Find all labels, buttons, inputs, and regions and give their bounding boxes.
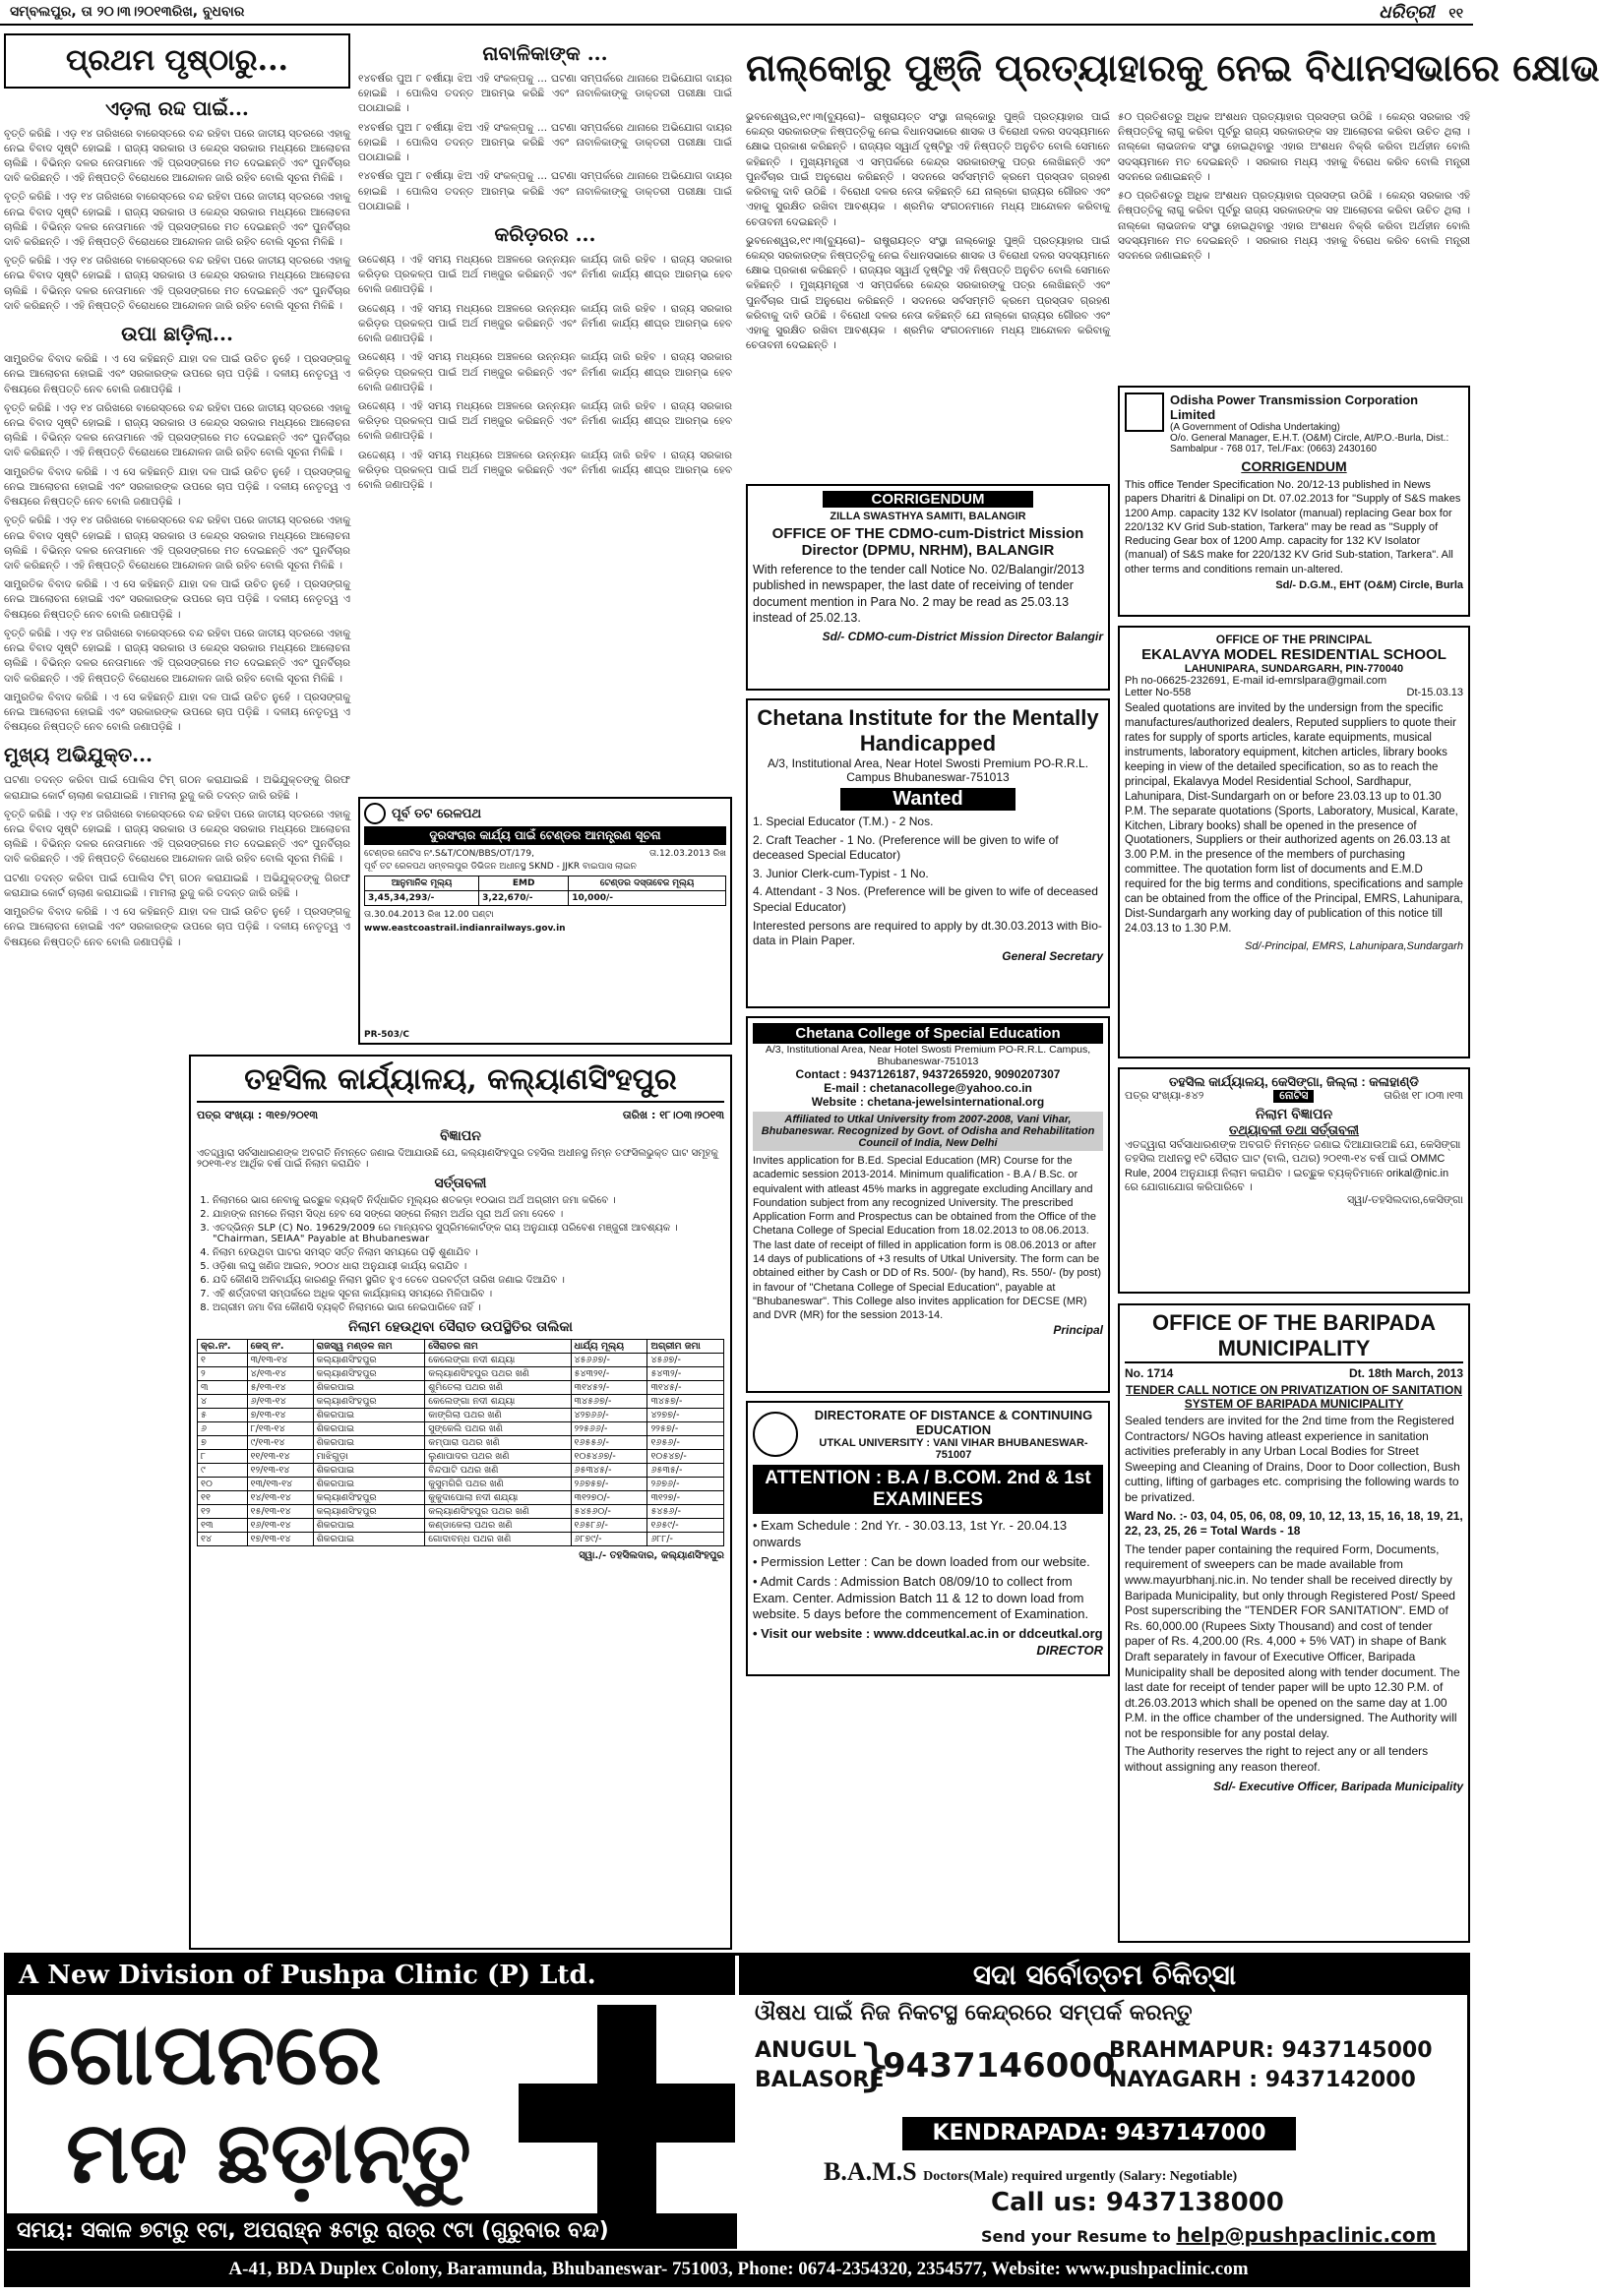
- table-cell: କୁକୁଦାପୋଲା ନଦୀ ଶଯ୍ୟା: [425, 1491, 571, 1505]
- table-row: [198, 1519, 724, 1533]
- table-cell: ୧୪/୧୩-୧୪: [247, 1491, 313, 1505]
- condition-item: 7. ଏହି ଶର୍ତ୍ତାବଳୀ ସମ୍ପର୍କରେ ଅଧିକ ସୂଚନା କାର୍ଯ୍ୟାଳୟ ସମୟରେ ମିଳିପାରିବ ।: [213, 1289, 724, 1299]
- table-row: [198, 1491, 724, 1505]
- tender-opening: ତା.30.04.2013 ରିଖ 12.00 ଘଣ୍ଟା: [364, 910, 494, 920]
- ad-body: With reference to the tender call Notice No. 02/Balangir/2013 published in newspaper, the last date of receiving of tender document mention in Para No. 2 may be read as 25.03.13 instead of 25.02.13.: [753, 563, 1084, 625]
- city-label: BALASORE: [755, 2068, 885, 2092]
- table-cell: ୧୬୫୯/-: [647, 1519, 724, 1533]
- tender-title: ଦୁରସଂଚାର କାର୍ଯ୍ୟ ପାଇଁ ଟେଣ୍ଡର ଆମନ୍ତ୍ରଣ ସୂଚନା: [364, 826, 726, 845]
- story-subhead: ମୁଖ୍ୟ ଅଭିଯୁକ୍ତ...: [4, 743, 153, 767]
- table-cell: ୧୨/୧୩-୧୪: [247, 1464, 313, 1478]
- story-text: ୧୪ବର୍ଷର ପୁଅ ୮ ବର୍ଷୀୟା ଝିଅ ଏହି ସଂକଳ୍ପକୁ ... ଘଟଣା ସମ୍ପର୍କରେ ଥାନାରେ ଅଭିଯୋଗ ଦାୟର ହୋଇଛି । ପୋଲିସ ତଦନ୍ତ ଆରମ୍ଭ କରିଛି ଏବଂ ନାବାଳିକାଙ୍କୁ ଡାକ୍ତରୀ ପରୀକ୍ଷା ପାଇଁ ପଠାଯାଇଛି ।: [358, 170, 732, 212]
- table-row: [198, 1533, 724, 1546]
- table-cell: ଲୁଣାପାଦର ପଥର ଖଣି: [425, 1450, 571, 1464]
- table-row: [198, 1381, 724, 1395]
- resume-email[interactable]: help@pushpaclinic.com: [1176, 2223, 1437, 2247]
- notice-date: Dt. 18th March, 2013: [1348, 1366, 1463, 1380]
- table-cell: ୧୪: [198, 1533, 248, 1546]
- table-cell: ୧୬୫୫୬/-: [571, 1436, 647, 1450]
- table-cell: ୪୨୭୭/-: [647, 1409, 724, 1422]
- ad-sub: ନିଲାମ ବିଜ୍ଞାପନ: [1255, 1106, 1333, 1121]
- story-text: ଭୁବନେଶ୍ୱର,୧୯।୩(ବ୍ୟୁରୋ)– ରାଷ୍ଟ୍ରାୟତ୍ତ ସଂସ୍ଥା ନାଲ୍‌କୋରୁ ପୁଞ୍ଜି ପ୍ରତ୍ୟାହାର ପାଇଁ କେନ୍ଦ୍ର ସରକାରଙ୍କ ନିଷ୍ପତ୍ତିକୁ ନେଇ ବିଧାନସଭାରେ ଶାସକ ଓ ବିରୋଧୀ ଦଳର ସଦସ୍ୟମାନେ କ୍ଷୋଭ ପ୍ରକାଶ କରିଛନ୍ତି । ରାଜ୍ୟର ସ୍ୱାର୍ଥ ଦୃଷ୍ଟିରୁ ଏହି ନିଷ୍ପତ୍ତି ଅନୁଚିତ ବୋଲି ସେମାନେ କହିଛନ୍ତି । ମୁଖ୍ୟମନ୍ତ୍ରୀ ଏ ସମ୍ପର୍କରେ କେନ୍ଦ୍ର ସରକାରଙ୍କୁ ପତ୍ର ଲେଖିଛନ୍ତି ଏବଂ ପୁନର୍ବିଚାର ପାଇଁ ଅନୁରୋଧ କରିଛନ୍ତି । ସଦନରେ ସର୍ବସମ୍ମତି କ୍ରମେ ପ୍ରସ୍ତାବ ଗ୍ରହଣ କରିବାକୁ ଦାବି ଉଠିଛି । ବିରୋଧୀ ଦଳର ନେତା କହିଛନ୍ତି ଯେ ନାଲ୍‌କୋ ରାଜ୍ୟର ଗୌରବ ଏବଂ ଏହାକୁ ସୁରକ୍ଷିତ ରଖିବା ଆବଶ୍ୟକ । ଶ୍ରମିକ ସଂଗଠନମାନେ ମଧ୍ୟ ଆନ୍ଦୋଳନ କରିବାକୁ ଚେତାବନୀ ଦେଇଛନ୍ତି ।: [746, 111, 1110, 228]
- ad-body: The Authority reserves the right to reject any or all tenders without assigning any reason thereof.: [1125, 1744, 1429, 1775]
- ad-headline-line2: ମଦ ଛଡ଼ାନ୍ତୁ: [66, 2103, 471, 2203]
- ad-body: Sealed tenders are invited for the 2nd time from the Registered Contractors/ NGOs having atleast experience in sanitation activities preferably in any Urban Local Bodies for Street Sweeping and Cleaning of Drains, Door to Door collection, Bush cutting, lifting of garbages etc. comprising the following wards to be privatized.: [1125, 1414, 1460, 1504]
- main-phone[interactable]: 9437146000: [883, 2046, 1116, 2085]
- main-headline: ନାଲ୍‌କୋରୁ ପୁଞ୍ଜି ପ୍ରତ୍ୟାହାରକୁ ନେଇ ବିଧାନସଭାରେ କ୍ଷୋଭ: [746, 45, 1600, 90]
- story-text: ବୃତ୍ତି କରିଛି । ଏଡ଼ ୧୪ ତାରିଖରେ ବାରେସ୍ତରେ ବନ୍ଦ ରହିବା ପରେ ଜାତୀୟ ସ୍ତରରେ ଏହାକୁ ନେଇ ବିବାଦ ସୃଷ୍ଟି ହୋଇଛି । ରାଜ୍ୟ ସରକାର ଓ କେନ୍ଦ୍ର ସରକାର ମଧ୍ୟରେ ଆଲୋଚନା ଚାଲିଛି । ବିଭିନ୍ନ ଦଳର ନେତାମାନେ ଏହି ପ୍ରସଙ୍ଗରେ ମତ ଦେଇଛନ୍ତି ଏବଂ ପୁନର୍ବିଚାର ଦାବି କରିଛନ୍ତି । ଏହି ନିଷ୍ପତ୍ତି ବିରୋଧରେ ଆନ୍ଦୋଳନ ଜାରି ରହିବ ବୋଲି ସୂଚନା ମିଳିଛି ।: [4, 627, 350, 685]
- table-cell: ୧୫/୧୩-୧୪: [247, 1505, 313, 1519]
- branch-phone[interactable]: BRAHMAPUR: 9437145000: [1109, 2038, 1433, 2063]
- ad-body: ଏତଦ୍ଦ୍ୱାରା ସର୍ବସାଧାରଣଙ୍କ ଅବଗତି ନିମନ୍ତେ ଜଣାଇ ଦିଆଯାଉଅଛି ଯେ, କେସିଙ୍ଗା ତହସିଲ ଅଧୀନସ୍ଥ ୧ଟି ସୈରାତ ଘାଟ (ବାଲି, ପଥର) ୨୦୧୩-୧୪ ବର୍ଷ ପାଇଁ OMMC Rule, 2004 ଅନୁଯାୟୀ ନିଲାମ କରାଯିବ । ଇଚ୍ଛୁକ ବ୍ୟକ୍ତିମାନେ orikal@nic.in ରେ ଯୋଗାଯୋଗ କରିପାରିବେ ।: [1125, 1139, 1461, 1193]
- pushpa-clinic-ad: [4, 1953, 1470, 2287]
- medical-cross-icon: [519, 2005, 735, 2221]
- balangir-corrigendum-ad: [746, 484, 1110, 691]
- notice-date: ତାରିଖ : ୧୮।୦୩।୨୦୧୩: [622, 1109, 724, 1121]
- col-header: ଅଗ୍ରୀମ ଜମା: [647, 1340, 724, 1354]
- table-cell: ୮: [198, 1450, 248, 1464]
- bams-label: [824, 2157, 1237, 2187]
- table-cell: କଲ୍ୟାଣସିଂହପୁର ପଥର ଖଣି: [425, 1367, 571, 1381]
- lot-table-title: ନିଲାମ ହେଉଥିବା ସୈରାତ ଉପସ୍ଥିତିର ତାଲିକା: [348, 1319, 573, 1335]
- table-cell: ୩୪୫୭/-: [647, 1395, 724, 1409]
- condition-item: 3. ଏତଦ୍ଭିନ୍ନ SLP (C) No. 19629/2009 ରେ ମାନ୍ୟବର ସୁପ୍ରିମକୋର୍ଟଙ୍କ ରାୟ ଅନୁଯାୟୀ ପରିବେଶ ମଞ୍ଜୁରୀ ଆବଶ୍ୟକ । "Chairman, SEIAA" Payable at Bhubaneswar: [213, 1223, 724, 1244]
- ad-title: Chetana College of Special Education: [753, 1023, 1103, 1044]
- info-item: • Permission Letter : Can be down loaded from our website.: [753, 1553, 1090, 1569]
- ad-signature: Sd/-Principal, EMRS, Lahunipara,Sundargarh: [1245, 940, 1463, 952]
- clinic-footer: A-41, BDA Duplex Colony, Baramunda, Bhubaneswar- 751003, Phone: 0674-2354320, 2354577, Website: www.pushpaclinic.com: [7, 2251, 1470, 2287]
- table-cell: ୨: [198, 1367, 248, 1381]
- table-cell: କେଲେଙ୍ଗା ନଦୀ ଶଯ୍ୟା: [425, 1354, 571, 1367]
- table-cell: କଲ୍ୟାଣସିଂହପୁର: [313, 1367, 425, 1381]
- cost-header: ଆନୁମାନିକ ମୂଲ୍ୟ: [365, 876, 479, 891]
- notice-label: ନୋଟିସ: [1273, 1090, 1314, 1103]
- ad-address: A/3, Institutional Area, Near Hotel Swosti Premium PO-R.R.L. Campus, Bhubaneswar-751013: [765, 1044, 1091, 1067]
- job-item: 4. Attendant - 3 Nos. (Preference will be given to wife of deceased Special Educator): [753, 884, 1098, 914]
- ad-office: OFFICE OF THE CDMO-cum-District Mission Director (DPMU, NRHM), BALANGIR: [771, 525, 1084, 559]
- lot-table: [197, 1339, 724, 1546]
- notice-intro: ଏତଦ୍ଦ୍ୱାରା ସର୍ବସାଧାରଣଙ୍କ ଅବଗତି ନିମନ୍ତେ ଜଣାଇ ଦିଆଯାଉଛି ଯେ, କଲ୍ୟାଣସିଂହପୁର ତହସିଲ ଅଧୀନସ୍ଥ ନିମ୍ନ ତଫସିଲଭୁକ୍ତ ଘାଟ ସମୂହକୁ ୨୦୧୩-୧୪ ଆର୍ଥିକ ବର୍ଷ ପାଇଁ ନିଲାମ କରାଯିବ ।: [197, 1148, 718, 1170]
- ad-title: DIRECTORATE OF DISTANCE & CONTINUING EDUCATION: [814, 1408, 1093, 1437]
- story-text: ଘଟଣା ତଦନ୍ତ କରିବା ପାଇଁ ପୋଲିସ ଟିମ୍ ଗଠନ କରାଯାଇଛି । ଅଭିଯୁକ୍ତଙ୍କୁ ଗିରଫ କରାଯାଇ କୋର୍ଟ ଚାଲାଣ କରାଯାଇଛି । ମାମଲା ରୁଜୁ କରି ତଦନ୍ତ ଜାରି ରହିଛି ।: [4, 872, 350, 899]
- table-cell: ୧୬/୧୩-୧୪: [247, 1519, 313, 1533]
- ad-signature: Sd/- CDMO-cum-District Mission Director Balangir: [822, 630, 1103, 643]
- website-item[interactable]: • Visit our website : www.ddceutkal.ac.in or ddceutkal.org: [753, 1626, 1103, 1642]
- story-text: ସାମ୍ପ୍ରତିକ ବିବାଦ କରିଛି । ଏ ସେ କହିଛନ୍ତି ଯାହା ଦଳ ପାଇଁ ଉଚିତ ନୁହେଁ । ପ୍ରସଙ୍ଗକୁ ନେଇ ଆଲୋଚନା ହୋଇଛି ଏବଂ ସରକାରଙ୍କ ଉପରେ ଚାପ ପଡ଼ିଛି । ଦଳୀୟ ନେତୃତ୍ୱ ଏ ବିଷୟରେ ନିଷ୍ପତ୍ତି ନେବ ବୋଲି ଜଣାପଡ଼ିଛି ।: [4, 353, 350, 395]
- ddce-utkal-ad: [746, 1401, 1110, 1676]
- emd-value: 3,22,670/-: [479, 891, 569, 906]
- tahasil-kalyansinghpur-ad: [189, 1055, 732, 1950]
- call-number[interactable]: Call us: 9437138000: [991, 2188, 1284, 2217]
- story-subhead: ଏଡ଼ଲା ରଦ୍ଦ ପାଇଁ...: [105, 95, 249, 120]
- ad-signature: Sd/- Executive Officer, Baripada Municipality: [1213, 1779, 1463, 1793]
- chetana-institute-ad: [746, 698, 1110, 1008]
- ekalavya-school-ad: [1118, 626, 1470, 1058]
- condition-item: 4. ନିଲାମ ହେଉଥିବା ଘାଟର ସମସ୍ତ ସର୍ତ୍ତ ନିଲାମ ସମୟରେ ପଢ଼ି ଶୁଣାଯିବ ।: [213, 1247, 724, 1258]
- notice-heading: ବିଜ୍ଞାପନ: [440, 1128, 481, 1144]
- optcl-sub: (A Government of Odisha Undertaking): [1170, 422, 1340, 433]
- story-text: ସାମ୍ପ୍ରତିକ ବିବାଦ କରିଛି । ଏ ସେ କହିଛନ୍ତି ଯାହା ଦଳ ପାଇଁ ଉଚିତ ନୁହେଁ । ପ୍ରସଙ୍ଗକୁ ନେଇ ଆଲୋଚନା ହୋଇଛି ଏବଂ ସରକାରଙ୍କ ଉପରେ ଚାପ ପଡ଼ିଛି । ଦଳୀୟ ନେତୃତ୍ୱ ଏ ବିଷୟରେ ନିଷ୍ପତ୍ତି ନେବ ବୋଲି ଜଣାପଡ଼ିଛି ।: [4, 578, 350, 621]
- tahasil-title: ତହସିଲ କାର୍ଯ୍ୟାଳୟ, କଲ୍ୟାଣସିଂହପୁର: [197, 1062, 724, 1103]
- attention-banner: ATTENTION : B.A / B.COM. 2nd & 1st EXAMINEES: [753, 1465, 1103, 1514]
- university-logo-icon: [753, 1412, 798, 1457]
- story-text: ୫୦ ପ୍ରତିଶତରୁ ଅଧିକ ଅଂଶଧନ ପ୍ରତ୍ୟାହାର ପ୍ରସଙ୍ଗ ଉଠିଛି । କେନ୍ଦ୍ର ସରକାର ଏହି ନିଷ୍ପତ୍ତିକୁ ଲାଗୁ କରିବା ପୂର୍ବରୁ ରାଜ୍ୟ ସରକାରଙ୍କ ସହ ଆଲୋଚନା କରିବା ଉଚିତ ଥିଲା । ନାଲ୍‌କୋ ଲାଭଜନକ ସଂସ୍ଥା ହୋଇଥିବାରୁ ଏହାର ଅଂଶଧନ ବିକ୍ରି କରିବା ଅର୍ଥହୀନ ବୋଲି ସଦସ୍ୟମାନେ ମତ ଦେଇଛନ୍ତି । ସରକାର ମଧ୍ୟ ଏହାକୁ ବିରୋଧ କରିବ ବୋଲି ମନ୍ତ୍ରୀ ସଦନରେ ଜଣାଇଛନ୍ତି ।: [1118, 111, 1470, 183]
- story-text: ବୃତ୍ତି କରିଛି । ଏଡ଼ ୧୪ ତାରିଖରେ ବାରେସ୍ତରେ ବନ୍ଦ ରହିବା ପରେ ଜାତୀୟ ସ୍ତରରେ ଏହାକୁ ନେଇ ବିବାଦ ସୃଷ୍ଟି ହୋଇଛି । ରାଜ୍ୟ ସରକାର ଓ କେନ୍ଦ୍ର ସରକାର ମଧ୍ୟରେ ଆଲୋଚନା ଚାଲିଛି । ବିଭିନ୍ନ ଦଳର ନେତାମାନେ ଏହି ପ୍ରସଙ୍ଗରେ ମତ ଦେଇଛନ୍ତି ଏବଂ ପୁନର୍ବିଚାର ଦାବି କରିଛନ୍ତି । ଏହି ନିଷ୍ପତ୍ତି ବିରୋଧରେ ଆନ୍ଦୋଳନ ଜାରି ରହିବ ବୋଲି ସୂଚନା ମିଳିଛି ।: [4, 191, 350, 249]
- table-cell: ୧୦: [198, 1478, 248, 1491]
- ad-sub: ତଥ୍ୟାବଳୀ ତଥା ସର୍ତ୍ତାବଳୀ: [1228, 1122, 1360, 1137]
- table-cell: ୩୧୪୫୨/-: [571, 1381, 647, 1395]
- table-cell: କଲ୍ୟାଣସିଂହପୁର: [313, 1354, 425, 1367]
- condition-item: 8. ଅଗ୍ରୀମ ଜମା ବିନା କୌଣସି ବ୍ୟକ୍ତି ନିଲାମରେ ଭାଗ ନେଇପାରିବେ ନାହିଁ ।: [213, 1302, 724, 1313]
- letter-date: Dt-15.03.13: [1406, 687, 1463, 698]
- railway-org: ପୂର୍ବ ତଟ ରେଳପଥ: [392, 806, 482, 821]
- table-cell: ୪/୧୩-୧୪: [247, 1367, 313, 1381]
- branch-phone[interactable]: KENDRAPADA: 9437147000: [902, 2117, 1296, 2150]
- condition-item: 5. ଓଡ଼ିଶା ଲଘୁ ଖଣିଜ ଆଇନ, ୨୦୦୪ ଧାରା ଅନୁଯାୟୀ କାର୍ଯ୍ୟ କରାଯିବ ।: [213, 1261, 724, 1272]
- job-item: 1. Special Educator (T.M.) - 2 Nos.: [753, 815, 934, 828]
- job-item: 2. Craft Teacher - 1 No. (Preference will be given to wife of deceased Special Educator): [753, 832, 1059, 863]
- story-text: ବୃତ୍ତି କରିଛି । ଏଡ଼ ୧୪ ତାରିଖରେ ବାରେସ୍ତରେ ବନ୍ଦ ରହିବା ପରେ ଜାତୀୟ ସ୍ତରରେ ଏହାକୁ ନେଇ ବିବାଦ ସୃଷ୍ଟି ହୋଇଛି । ରାଜ୍ୟ ସରକାର ଓ କେନ୍ଦ୍ର ସରକାର ମଧ୍ୟରେ ଆଲୋଚନା ଚାଲିଛି । ବିଭିନ୍ନ ଦଳର ନେତାମାନେ ଏହି ପ୍ରସଙ୍ଗରେ ମତ ଦେଇଛନ୍ତି ଏବଂ ପୁନର୍ବିଚାର ଦାବି କରିଛନ୍ତି । ଏହି ନିଷ୍ପତ୍ତି ବିରୋଧରେ ଆନ୍ଦୋଳନ ଜାରି ରହିବ ବୋଲି ସୂଚନା ମିଳିଛି ।: [4, 401, 350, 459]
- apply-note: Interested persons are required to apply by dt.30.03.2013 with Bio-data in Plain Paper.: [753, 918, 1102, 948]
- ad-body: Sealed quotations are invited by the undersign from the specific manufactures/authorized dealers, Reputed suppliers to quote their rates for supply of sports articles, karate equipments, musical instruments, laboratory equipment, kitchen articles, library books keeping in view of the detailed specification, so as to reach the principal, Ekalavya Model Residential School, Sardhapur, Lahunipara, Dist-Sundargarh on or before 23.03.13 up to 01.30 P.M. The separate quotations (Sports, Laboratory, Musical, Karate, Kitchen, Library books) shall be opened in the presence of Quotationers, Suppliers or their authorized agents on 26.03.13 at 3.00 P.M. in the presence of the members of purchasing committee. The quotation form list of documents and E.M.D required for the big terms and conditions, specifications and sample can be obtained from the office of the Principal, EMRS, Lahunipara, Dist-Sundargarh any working day of publication of this notice till 24.03.13 to 1.30 P.M.: [1125, 702, 1463, 936]
- wanted-banner: Wanted: [840, 788, 1015, 811]
- bams-note: Doctors(Male) required urgently (Salary: Negotiable): [923, 2169, 1238, 2184]
- table-cell: ୧୭/୧୩-୧୪: [247, 1533, 313, 1546]
- bams-title: B.A.M.S: [824, 2157, 917, 2186]
- story-text: ବୃତ୍ତି କରିଛି । ଏଡ଼ ୧୪ ତାରିଖରେ ବାରେସ୍ତରେ ବନ୍ଦ ରହିବା ପରେ ଜାତୀୟ ସ୍ତରରେ ଏହାକୁ ନେଇ ବିବାଦ ସୃଷ୍ଟି ହୋଇଛି । ରାଜ୍ୟ ସରକାର ଓ କେନ୍ଦ୍ର ସରକାର ମଧ୍ୟରେ ଆଲୋଚନା ଚାଲିଛି । ବିଭିନ୍ନ ଦଳର ନେତାମାନେ ଏହି ପ୍ରସଙ୍ଗରେ ମତ ଦେଇଛନ୍ତି ଏବଂ ପୁନର୍ବିଚାର ଦାବି କରିଛନ୍ତି । ଏହି ନିଷ୍ପତ୍ତି ବିରୋଧରେ ଆନ୍ଦୋଳନ ଜାରି ରହିବ ବୋଲି ସୂଚନା ମିଳିଛି ।: [4, 808, 350, 866]
- ad-title: EKALAVYA MODEL RESIDENTIAL SCHOOL: [1141, 646, 1446, 663]
- table-cell: ୬୮୮/-: [647, 1533, 724, 1546]
- letter-number: Letter No-558: [1125, 687, 1192, 698]
- ad-title: CORRIGENDUM: [823, 491, 1033, 508]
- story-text: ବୃତ୍ତି କରିଛି । ଏଡ଼ ୧୪ ତାରିଖରେ ବାରେସ୍ତରେ ବନ୍ଦ ରହିବା ପରେ ଜାତୀୟ ସ୍ତରରେ ଏହାକୁ ନେଇ ବିବାଦ ସୃଷ୍ଟି ହୋଇଛି । ରାଜ୍ୟ ସରକାର ଓ କେନ୍ଦ୍ର ସରକାର ମଧ୍ୟରେ ଆଲୋଚନା ଚାଲିଛି । ବିଭିନ୍ନ ଦଳର ନେତାମାନେ ଏହି ପ୍ରସଙ୍ଗରେ ମତ ଦେଇଛନ୍ତି ଏବଂ ପୁନର୍ବିଚାର ଦାବି କରିଛନ୍ତି । ଏହି ନିଷ୍ପତ୍ତି ବିରୋଧରେ ଆନ୍ଦୋଳନ ଜାରି ରହିବ ବୋଲି ସୂଚନା ମିଳିଛି ।: [4, 255, 350, 312]
- table-cell: ୧: [198, 1354, 248, 1367]
- table-row: [198, 1450, 724, 1464]
- conditions-list: [197, 1195, 724, 1313]
- ad-office: OFFICE OF THE PRINCIPAL: [1215, 633, 1373, 646]
- table-row: [198, 1464, 724, 1478]
- table-cell: ୧୨: [198, 1505, 248, 1519]
- table-cell: ବିନ୍ଦପାଟି ପଥର ଖଣି: [425, 1464, 571, 1478]
- optcl-org: Odisha Power Transmission Corporation Limited: [1170, 393, 1419, 422]
- table-cell: ମାଝିଗୁଡ଼ା: [313, 1450, 425, 1464]
- ad-subtitle: UTKAL UNIVERSITY : VANI VIHAR BHUBANESWAR-751007: [819, 1437, 1088, 1461]
- col-header: ରାଜସ୍ୱ ମଣ୍ଡଳ ନାମ: [313, 1340, 425, 1354]
- table-cell: ୨୬୭୬/-: [647, 1478, 724, 1491]
- table-cell: ସୁଙ୍କେଲି ପଥର ଖଣି: [425, 1422, 571, 1436]
- tender-date: ତା.12.03.2013 ରିଖ: [649, 849, 726, 859]
- table-cell: ୯: [198, 1464, 248, 1478]
- table-cell: ୧୧/୧୩-୧୪: [247, 1450, 313, 1464]
- story-text: ଘଟଣା ତଦନ୍ତ କରିବା ପାଇଁ ପୋଲିସ ଟିମ୍ ଗଠନ କରାଯାଇଛି । ଅଭିଯୁକ୍ତଙ୍କୁ ଗିରଫ କରାଯାଇ କୋର୍ଟ ଚାଲାଣ କରାଯାଇଛି । ମାମଲା ରୁଜୁ କରି ତଦନ୍ତ ଜାରି ରହିଛି ।: [4, 774, 350, 802]
- story-text: ଉଦ୍ଦେଶ୍ୟ । ଏହି ସମୟ ମଧ୍ୟରେ ଅଞ୍ଚଳରେ ଉନ୍ନୟନ କାର୍ଯ୍ୟ ଜାରି ରହିବ । ରାଜ୍ୟ ସରକାର କରିଡ଼ର ପ୍ରକଳ୍ପ ପାଇଁ ଅର୍ଥ ମଞ୍ଜୁର କରିଛନ୍ତି ଏବଂ ନିର୍ମାଣ କାର୍ଯ୍ୟ ଶୀଘ୍ର ଆରମ୍ଭ ହେବ ବୋଲି ଜଣାପଡ଼ିଛି ।: [358, 253, 732, 296]
- table-cell: କଲ୍ୟାଣସିଂହପୁର ପଥର ଖଣି: [425, 1505, 571, 1519]
- table-cell: ୭: [198, 1436, 248, 1450]
- col-header: କେସ୍ ନଂ.: [247, 1340, 313, 1354]
- newspaper-brand: ଧରିତ୍ରୀ: [1379, 1, 1435, 23]
- table-cell: ୬୮୭୯/-: [571, 1533, 647, 1546]
- condition-item: 6. ଯଦି କୌଣସି ଅନିବାର୍ଯ୍ୟ କାରଣରୁ ନିଲାମ ସ୍ଥଗିତ ହୁଏ ତେବେ ପରବର୍ତ୍ତୀ ତାରିଖ ଜଣାଇ ଦିଆଯିବ ।: [213, 1275, 724, 1286]
- story-text: ୧୪ବର୍ଷର ପୁଅ ୮ ବର୍ଷୀୟା ଝିଅ ଏହି ସଂକଳ୍ପକୁ ... ଘଟଣା ସମ୍ପର୍କରେ ଥାନାରେ ଅଭିଯୋଗ ଦାୟର ହୋଇଛି । ପୋଲିସ ତଦନ୍ତ ଆରମ୍ଭ କରିଛି ଏବଂ ନାବାଳିକାଙ୍କୁ ଡାକ୍ତରୀ ପରୀକ୍ଷା ପାଇଁ ପଠାଯାଇଛି ।: [358, 73, 732, 115]
- table-cell: ୮/୧୩-୧୪: [247, 1422, 313, 1436]
- table-cell: ୨୨୫୭/-: [647, 1422, 724, 1436]
- optcl-address: O/o. General Manager, E.H.T. (O&M) Circle, At/P.O.-Burla, Dist.: Sambalpur - 768 017, Tel./Fax: (0663) 2430160: [1170, 433, 1449, 454]
- page-number: ୧୧: [1448, 5, 1463, 22]
- dateline: ସମ୍ବଲପୁର, ତା ୨୦।୩।୨୦୧୩ରିଖ, ବୁଧବାର: [10, 4, 245, 20]
- ad-body: This office Tender Specification No. 20/12-13 published in News papers Dharitri & Dinalipi on Dt. 07.02.2013 for "Supply of S&S makes 1200 Amp. capacity 132 KV Isolator (manual) replacing Gear box for 220/132 KV Grid Sub-station, Tarkera" may be read as "Supply of Reducing Gear box of 1200 Amp. capacity for 132 KV Isolator (manual) of S&S make for 220/132 KV Grid Sub-station, Tarkera". All other terms and conditions remain un-altered.: [1125, 479, 1461, 575]
- story-subhead: ଉପା ଛାଡ଼ିଲା...: [121, 322, 233, 346]
- tender-work: ପୂର୍ବ ତଟ ରେଳପଥ ସମ୍ବଲପୁର ଡିଭିଜନ ଅଧୀନସ୍ଥ SKND - JJKR ବାଇପାସ ଲାଇନ: [364, 862, 637, 872]
- story-text: ଉଦ୍ଦେଶ୍ୟ । ଏହି ସମୟ ମଧ୍ୟରେ ଅଞ୍ଚଳରେ ଉନ୍ନୟନ କାର୍ଯ୍ୟ ଜାରି ରହିବ । ରାଜ୍ୟ ସରକାର କରିଡ଼ର ପ୍ରକଳ୍ପ ପାଇଁ ଅର୍ଥ ମଞ୍ଜୁର କରିଛନ୍ତି ଏବଂ ନିର୍ମାଣ କାର୍ଯ୍ୟ ଶୀଘ୍ର ଆରମ୍ଭ ହେବ ବୋଲି ଜଣାପଡ଼ିଛି ।: [358, 351, 732, 393]
- table-cell: ୩୧୪୫/-: [647, 1381, 724, 1395]
- table-row: [198, 1436, 724, 1450]
- table-row: [198, 1354, 724, 1367]
- phone-panel: [755, 2033, 1463, 2154]
- table-cell: କଣ୍ଡାକେଲା ପଥର ଖଣି: [425, 1519, 571, 1533]
- optcl-logo-icon: [1125, 393, 1164, 432]
- table-cell: ୫୪୩୨/-: [647, 1367, 724, 1381]
- table-cell: ୧୬୫୬/-: [647, 1436, 724, 1450]
- railway-logo-icon: [364, 803, 386, 824]
- ad-website[interactable]: Website : chetana-jewelsinternational.org: [811, 1095, 1045, 1109]
- table-cell: ୬୫୩୫/-: [647, 1464, 724, 1478]
- table-cell: ୬/୧୩-୧୪: [247, 1395, 313, 1409]
- table-cell: ୪୫୬୭/-: [647, 1354, 724, 1367]
- page-header: [0, 0, 1473, 26]
- col-header: ସୈରାତର ନାମ: [425, 1340, 571, 1354]
- table-cell: କଲ୍ୟାଣସିଂହପୁର: [313, 1395, 425, 1409]
- table-cell: କଲ୍ୟାଣସିଂହପୁର: [313, 1505, 425, 1519]
- ad-contact: Ph no-06625-232691, E-mail id-emrslpara@gmail.com: [1125, 675, 1387, 687]
- table-cell: ୩୧୨୭/-: [647, 1491, 724, 1505]
- ad-address: A/3, Institutional Area, Near Hotel Swosti Premium PO-R.R.L. Campus Bhubaneswar-751013: [767, 756, 1089, 784]
- notice-date: ତାରିଖ ୧୮।୦୩।୧୩: [1384, 1090, 1463, 1102]
- resume-line: [981, 2223, 1437, 2247]
- ad-headline-line1: ଗୋପନରେ: [27, 2005, 382, 2104]
- letter-number: ପତ୍ର ସଂଖ୍ୟା : ୩୧୭/୨୦୧୩: [197, 1109, 319, 1121]
- table-cell: ୧୩: [198, 1519, 248, 1533]
- clinic-slogan: ସଦା ସର୍ବୋତ୍ତମ ଚିକିତ୍ସା: [739, 1956, 1470, 1995]
- table-cell: ଗୋଦାବନ୍ଧ ପଥର ଖଣି: [425, 1533, 571, 1546]
- branch-phone[interactable]: NAYAGARH : 9437142000: [1109, 2068, 1416, 2092]
- ad-signature: General Secretary: [1002, 948, 1103, 963]
- story-text: ୧୪ବର୍ଷର ପୁଅ ୮ ବର୍ଷୀୟା ଝିଅ ଏହି ସଂକଳ୍ପକୁ ... ଘଟଣା ସମ୍ପର୍କରେ ଥାନାରେ ଅଭିଯୋଗ ଦାୟର ହୋଇଛି । ପୋଲିସ ତଦନ୍ତ ଆରମ୍ଭ କରିଛି ଏବଂ ନାବାଳିକାଙ୍କୁ ଡାକ୍ତରୀ ପରୀକ୍ଷା ପାଇଁ ପଠାଯାଇଛି ।: [358, 121, 732, 164]
- ad-affiliation: Affiliated to Utkal University from 2007-2008, Vani Vihar, Bhubaneswar. Recognized by Govt. of Odisha and Rehabilitation Council of India, New Delhi: [753, 1112, 1103, 1151]
- col-header: ଧାର୍ଯ୍ୟ ମୂଲ୍ୟ: [571, 1340, 647, 1354]
- table-cell: ୯/୧୩-୧୪: [247, 1436, 313, 1450]
- table-cell: ୫୪୫୬୦/-: [571, 1505, 647, 1519]
- lead-story-column-2: [1118, 110, 1470, 376]
- ad-org: ZILLA SWASTHYA SAMITI, BALANGIR: [830, 511, 1026, 522]
- table-cell: ଶିକରପାଇ: [313, 1533, 425, 1546]
- tahasil-kesinga-ad: [1118, 1067, 1470, 1294]
- news-column-2: [358, 33, 732, 791]
- table-cell: ୨୬୭୫୭/-: [571, 1478, 647, 1491]
- emd-header: EMD: [479, 876, 569, 891]
- table-cell: ୫: [198, 1409, 248, 1422]
- ward-list: Ward No. :- 03, 04, 05, 06, 08, 09, 10, 12, 13, 15, 16, 18, 19, 21, 22, 23, 25, 26 = Total Wards - 18: [1125, 1508, 1463, 1539]
- ad-place: LAHUNIPARA, SUNDARGARH, PIN-770040: [1184, 663, 1404, 675]
- conditions-heading: ସର୍ତ୍ତାବଳୀ: [434, 1176, 487, 1191]
- story-text: ସାମ୍ପ୍ରତିକ ବିବାଦ କରିଛି । ଏ ସେ କହିଛନ୍ତି ଯାହା ଦଳ ପାଇଁ ଉଚିତ ନୁହେଁ । ପ୍ରସଙ୍ଗକୁ ନେଇ ଆଲୋଚନା ହୋଇଛି ଏବଂ ସରକାରଙ୍କ ଉପରେ ଚାପ ପଡ଼ିଛି । ଦଳୀୟ ନେତୃତ୍ୱ ଏ ବିଷୟରେ ନିଷ୍ପତ୍ତି ନେବ ବୋଲି ଜଣାପଡ଼ିଛି ।: [4, 906, 350, 948]
- clinic-division: A New Division of Pushpa Clinic (P) Ltd.: [7, 1956, 735, 1995]
- table-cell: ଶିକରପାଇ: [313, 1478, 425, 1491]
- contact-heading: ଔଷଧ ପାଇଁ ନିଜ ନିକଟସ୍ଥ କେନ୍ଦ୍ରରେ ସମ୍ପର୍କ କରନ୍ତୁ: [755, 2001, 1193, 2025]
- table-row: [198, 1422, 724, 1436]
- story-text: ବୃତ୍ତି କରିଛି । ଏଡ଼ ୧୪ ତାରିଖରେ ବାରେସ୍ତରେ ବନ୍ଦ ରହିବା ପରେ ଜାତୀୟ ସ୍ତରରେ ଏହାକୁ ନେଇ ବିବାଦ ସୃଷ୍ଟି ହୋଇଛି । ରାଜ୍ୟ ସରକାର ଓ କେନ୍ଦ୍ର ସରକାର ମଧ୍ୟରେ ଆଲୋଚନା ଚାଲିଛି । ବିଭିନ୍ନ ଦଳର ନେତାମାନେ ଏହି ପ୍ରସଙ୍ଗରେ ମତ ଦେଇଛନ୍ତି ଏବଂ ପୁନର୍ବିଚାର ଦାବି କରିଛନ୍ତି । ଏହି ନିଷ୍ପତ୍ତି ବିରୋଧରେ ଆନ୍ଦୋଳନ ଜାରି ରହିବ ବୋଲି ସୂଚନା ମିଳିଛି ।: [4, 514, 350, 572]
- fee-value: 10,000/-: [569, 891, 726, 906]
- table-cell: ୫/୧୩-୧୪: [247, 1381, 313, 1395]
- table-cell: ୧୦୫୪୭/-: [647, 1450, 724, 1464]
- table-cell: ଶିକରପାଇ: [313, 1519, 425, 1533]
- table-cell: ୧୦୫୪୬୭/-: [571, 1450, 647, 1464]
- job-item: 3. Junior Clerk-cum-Typist - 1 No.: [753, 866, 929, 880]
- table-cell: ଶିକରପାଇ: [313, 1409, 425, 1422]
- ad-signature: Principal: [1053, 1322, 1103, 1337]
- ad-sub: TENDER CALL NOTICE ON PRIVATIZATION OF SANITATION SYSTEM OF BARIPADA MUNICIPALITY: [1126, 1383, 1462, 1411]
- story-text: ଉଦ୍ଦେଶ୍ୟ । ଏହି ସମୟ ମଧ୍ୟରେ ଅଞ୍ଚଳରେ ଉନ୍ନୟନ କାର୍ଯ୍ୟ ଜାରି ରହିବ । ରାଜ୍ୟ ସରକାର କରିଡ଼ର ପ୍ରକଳ୍ପ ପାଇଁ ଅର୍ଥ ମଞ୍ଜୁର କରିଛନ୍ତି ଏବଂ ନିର୍ମାଣ କାର୍ଯ୍ୟ ଶୀଘ୍ର ଆରମ୍ଭ ହେବ ବୋଲି ଜଣାପଡ଼ିଛି ।: [358, 449, 732, 492]
- baripada-municipality-ad: [1118, 1303, 1470, 1943]
- story-text: ସାମ୍ପ୍ରତିକ ବିବାଦ କରିଛି । ଏ ସେ କହିଛନ୍ତି ଯାହା ଦଳ ପାଇଁ ଉଚିତ ନୁହେଁ । ପ୍ରସଙ୍ଗକୁ ନେଇ ଆଲୋଚନା ହୋଇଛି ଏବଂ ସରକାରଙ୍କ ଉପରେ ଚାପ ପଡ଼ିଛି । ଦଳୀୟ ନେତୃତ୍ୱ ଏ ବିଷୟରେ ନିଷ୍ପତ୍ତି ନେବ ବୋଲି ଜଣାପଡ଼ିଛି ।: [4, 465, 350, 509]
- ad-contact: Contact : 9437126187, 9437265920, 9090207307: [795, 1067, 1061, 1081]
- ad-title: Chetana Institute for the Mentally Handicapped: [757, 705, 1099, 755]
- table-row: [198, 1505, 724, 1519]
- table-cell: କେଲେଙ୍ଗା ନଦୀ ଶଯ୍ୟା: [425, 1395, 571, 1409]
- ad-signature: ସ୍ୱା/-ତହସିଲଦାର,କେସିଙ୍ଗା: [1346, 1194, 1463, 1207]
- table-cell: ୬୫୩୪୫/-: [571, 1464, 647, 1478]
- letter-number: ପତ୍ର ସଂଖ୍ୟା-୫୪୨: [1125, 1090, 1204, 1102]
- ad-body: The tender paper containing the required Form, Documents, requirement of sweepers can be made available from www.mayurbhanj.nic.in. No tender shall be received directly by Baripada Municipality, but only through Registered Post/ Speed Post superscribing the "TENDER FOR SANITATION". EMD of Rs. 60,000.00 (Rupees Sixty Thousand) and cost of tender paper of Rs. 4,200.00 (Rs. 4,000 + 5% VAT) in shape of Bank Draft separately in favour of Executive Officer, Baripada Municipality shall be deposited along with tender document. The last date for receipt of tender paper will be upto 12.30 P.M. of dt.26.03.2013 which shall be opened on the same day at 1.00 P.M. in the office chamber of the undersigned. The Authority will not be responsible for any postal delay.: [1125, 1541, 1460, 1740]
- optcl-corrigendum-ad: [1118, 386, 1470, 617]
- table-cell: ୨୨୫୬୬/-: [571, 1422, 647, 1436]
- city-label: ANUGUL: [755, 2038, 857, 2063]
- table-cell: ୫୪୩୨୧/-: [571, 1367, 647, 1381]
- story-text: ୫୦ ପ୍ରତିଶତରୁ ଅଧିକ ଅଂଶଧନ ପ୍ରତ୍ୟାହାର ପ୍ରସଙ୍ଗ ଉଠିଛି । କେନ୍ଦ୍ର ସରକାର ଏହି ନିଷ୍ପତ୍ତିକୁ ଲାଗୁ କରିବା ପୂର୍ବରୁ ରାଜ୍ୟ ସରକାରଙ୍କ ସହ ଆଲୋଚନା କରିବା ଉଚିତ ଥିଲା । ନାଲ୍‌କୋ ଲାଭଜନକ ସଂସ୍ଥା ହୋଇଥିବାରୁ ଏହାର ଅଂଶଧନ ବିକ୍ରି କରିବା ଅର୍ଥହୀନ ବୋଲି ସଦସ୍ୟମାନେ ମତ ଦେଇଛନ୍ତି । ସରକାର ମଧ୍ୟ ଏହାକୁ ବିରୋଧ କରିବ ବୋଲି ମନ୍ତ୍ରୀ ସଦନରେ ଜଣାଇଛନ୍ତି ।: [1118, 190, 1470, 262]
- table-cell: କାଙ୍ଗିଲା ପଥର ଖଣି: [425, 1409, 571, 1422]
- table-row: [198, 1367, 724, 1381]
- ad-body: Invites application for B.Ed. Special Education (MR) Course for the academic session 2013-2014. Minimum qualification - B.A / B.Sc. or equivalent with atleast 45% marks in aggregate excluding Ancillary and Foundation subject from any recognized University. The prescribed Application Form and Prospectus can be obtained from the Office of the Chetana College of Special Education from 18.02.2013 to 08.06.2013. The last date of receipt of filled in application form is 08.06.2013 or after 14 days of publications of +3 results of Utkal University. The form can be obtained either by Cash or DD of Rs. 500/- (by hand), Rs. 550/- (by post) in favour of "Chetana College of Special Education", payable at "Bhubaneswar". This College also invites application for DECSE (MR) and DVR (MR) for the session 2013-14.: [753, 1155, 1101, 1322]
- ad-title: CORRIGENDUM: [1241, 458, 1347, 474]
- notice-number: No. 1714: [1125, 1366, 1174, 1380]
- table-cell: ୩୪୫୬୭/-: [571, 1395, 647, 1409]
- table-cell: ଶିକରପାଇ: [313, 1422, 425, 1436]
- tahasil-signature: ସ୍ୱା./- ତହସିଲଦାର, କଲ୍ୟାଣସିଂହପୁର: [579, 1550, 724, 1561]
- railway-tender-ad: [358, 797, 732, 1045]
- table-cell: ୪୨୭୬୬/-: [571, 1409, 647, 1422]
- cost-value: 3,45,34,293/-: [365, 891, 479, 906]
- table-cell: କମ୍ପାରା ପଥର ଖଣି: [425, 1436, 571, 1450]
- table-cell: ଶିକରପାଇ: [313, 1436, 425, 1450]
- tender-code: PR-503/C: [364, 1030, 409, 1040]
- table-cell: ୩୧୨୭୦/-: [571, 1491, 647, 1505]
- table-row: [198, 1478, 724, 1491]
- tender-cost-table: [364, 876, 726, 906]
- story-subhead: ନାବାଳିକାଙ୍କ ...: [482, 41, 608, 65]
- story-text: ଭୁବନେଶ୍ୱର,୧୯।୩(ବ୍ୟୁରୋ)– ରାଷ୍ଟ୍ରାୟତ୍ତ ସଂସ୍ଥା ନାଲ୍‌କୋରୁ ପୁଞ୍ଜି ପ୍ରତ୍ୟାହାର ପାଇଁ କେନ୍ଦ୍ର ସରକାରଙ୍କ ନିଷ୍ପତ୍ତିକୁ ନେଇ ବିଧାନସଭାରେ ଶାସକ ଓ ବିରୋଧୀ ଦଳର ସଦସ୍ୟମାନେ କ୍ଷୋଭ ପ୍ରକାଶ କରିଛନ୍ତି । ରାଜ୍ୟର ସ୍ୱାର୍ଥ ଦୃଷ୍ଟିରୁ ଏହି ନିଷ୍ପତ୍ତି ଅନୁଚିତ ବୋଲି ସେମାନେ କହିଛନ୍ତି । ମୁଖ୍ୟମନ୍ତ୍ରୀ ଏ ସମ୍ପର୍କରେ କେନ୍ଦ୍ର ସରକାରଙ୍କୁ ପତ୍ର ଲେଖିଛନ୍ତି ଏବଂ ପୁନର୍ବିଚାର ପାଇଁ ଅନୁରୋଧ କରିଛନ୍ତି । ସଦନରେ ସର୍ବସମ୍ମତି କ୍ରମେ ପ୍ରସ୍ତାବ ଗ୍ରହଣ କରିବାକୁ ଦାବି ଉଠିଛି । ବିରୋଧୀ ଦଳର ନେତା କହିଛନ୍ତି ଯେ ନାଲ୍‌କୋ ରାଜ୍ୟର ଗୌରବ ଏବଂ ଏହାକୁ ସୁରକ୍ଷିତ ରଖିବା ଆବଶ୍ୟକ । ଶ୍ରମିକ ସଂଗଠନମାନେ ମଧ୍ୟ ଆନ୍ଦୋଳନ କରିବାକୁ ଚେତାବନୀ ଦେଇଛନ୍ତି ।: [746, 234, 1110, 352]
- condition-item: 1. ନିଲାମରେ ଭାଗ ନେବାକୁ ଇଚ୍ଛୁକ ବ୍ୟକ୍ତି ନିର୍ଦ୍ଧାରିତ ମୂଲ୍ୟର ଶତକଡ଼ା ୧୦ଭାଗ ଅର୍ଥ ଅଗ୍ରୀମ ଜମା କରିବେ ।: [213, 1195, 724, 1206]
- chetana-college-ad: [746, 1016, 1110, 1393]
- table-cell: ଶିକରପାଇ: [313, 1381, 425, 1395]
- table-cell: ୩/୧୩-୧୪: [247, 1354, 313, 1367]
- table-row: [198, 1395, 724, 1409]
- ad-title: OFFICE OF THE BARIPADA MUNICIPALITY: [1125, 1310, 1463, 1363]
- table-cell: ୧୬୫୮୬/-: [571, 1519, 647, 1533]
- col-header: କ୍ର.ନଂ.: [198, 1340, 248, 1354]
- table-cell: ୪: [198, 1395, 248, 1409]
- ad-email[interactable]: E-mail : chetanacollege@yahoo.co.in: [824, 1081, 1032, 1095]
- table-cell: କୁସୁମଗିରି ପଥର ଖଣି: [425, 1478, 571, 1491]
- table-cell: ୪୫୬୬୭/-: [571, 1354, 647, 1367]
- table-cell: ୩: [198, 1381, 248, 1395]
- table-cell: ୫୪୫୬/-: [647, 1505, 724, 1519]
- tender-website[interactable]: www.eastcoastrail.indianrailways.gov.in: [364, 924, 566, 934]
- story-text: ସାମ୍ପ୍ରତିକ ବିବାଦ କରିଛି । ଏ ସେ କହିଛନ୍ତି ଯାହା ଦଳ ପାଇଁ ଉଚିତ ନୁହେଁ । ପ୍ରସଙ୍ଗକୁ ନେଇ ଆଲୋଚନା ହୋଇଛି ଏବଂ ସରକାରଙ୍କ ଉପରେ ଚାପ ପଡ଼ିଛି । ଦଳୀୟ ନେତୃତ୍ୱ ଏ ବିଷୟରେ ନିଷ୍ପତ୍ତି ନେବ ବୋଲି ଜଣାପଡ଼ିଛି ।: [4, 691, 350, 734]
- ad-title: ତହସିଲ କାର୍ଯ୍ୟାଳୟ, କେସିଙ୍ଗା, ଜିଲ୍ଲା : କଳାହାଣ୍ଡି: [1169, 1074, 1419, 1089]
- table-cell: ୧୧: [198, 1491, 248, 1505]
- info-item: • Exam Schedule : 2nd Yr. - 30.03.13, 1st Yr. - 20.04.13 onwards: [753, 1518, 1068, 1549]
- story-text: ବୃତ୍ତି କରିଛି । ଏଡ଼ ୧୪ ତାରିଖରେ ବାରେସ୍ତରେ ବନ୍ଦ ରହିବା ପରେ ଜାତୀୟ ସ୍ତରରେ ଏହାକୁ ନେଇ ବିବାଦ ସୃଷ୍ଟି ହୋଇଛି । ରାଜ୍ୟ ସରକାର ଓ କେନ୍ଦ୍ର ସରକାର ମଧ୍ୟରେ ଆଲୋଚନା ଚାଲିଛି । ବିଭିନ୍ନ ଦଳର ନେତାମାନେ ଏହି ପ୍ରସଙ୍ଗରେ ମତ ଦେଇଛନ୍ତି ଏବଂ ପୁନର୍ବିଚାର ଦାବି କରିଛନ୍ତି । ଏହି ନିଷ୍ପତ୍ତି ବିରୋଧରେ ଆନ୍ଦୋଳନ ଜାରି ରହିବ ବୋଲି ସୂଚନା ମିଳିଛି ।: [4, 127, 350, 185]
- tender-ref: ଟେଣ୍ଡର ନୋଟିସ ନଂ.S&T/CON/BBS/OT/179,: [364, 849, 534, 859]
- story-subhead: କରିଡ଼ରର ...: [494, 221, 596, 246]
- table-cell: ୬: [198, 1422, 248, 1436]
- table-cell: ଶିକରପାଇ: [313, 1464, 425, 1478]
- story-text: ଉଦ୍ଦେଶ୍ୟ । ଏହି ସମୟ ମଧ୍ୟରେ ଅଞ୍ଚଳରେ ଉନ୍ନୟନ କାର୍ଯ୍ୟ ଜାରି ରହିବ । ରାଜ୍ୟ ସରକାର କରିଡ଼ର ପ୍ରକଳ୍ପ ପାଇଁ ଅର୍ଥ ମଞ୍ଜୁର କରିଛନ୍ତି ଏବଂ ନିର୍ମାଣ କାର୍ଯ୍ୟ ଶୀଘ୍ର ଆରମ୍ଭ ହେବ ବୋଲି ଜଣାପଡ଼ିଛି ।: [358, 399, 732, 443]
- table-row: [198, 1409, 724, 1422]
- table-cell: ୧୩/୧୩-୧୪: [247, 1478, 313, 1491]
- table-cell: ଶୁମିତେଲା ପଥର ଖଣି: [425, 1381, 571, 1395]
- story-text: ଉଦ୍ଦେଶ୍ୟ । ଏହି ସମୟ ମଧ୍ୟରେ ଅଞ୍ଚଳରେ ଉନ୍ନୟନ କାର୍ଯ୍ୟ ଜାରି ରହିବ । ରାଜ୍ୟ ସରକାର କରିଡ଼ର ପ୍ରକଳ୍ପ ପାଇଁ ଅର୍ଥ ମଞ୍ଜୁର କରିଛନ୍ତି ଏବଂ ନିର୍ମାଣ କାର୍ଯ୍ୟ ଶୀଘ୍ର ଆରମ୍ଭ ହେବ ବୋଲି ଜଣାପଡ଼ିଛି ।: [358, 302, 732, 345]
- table-cell: କଲ୍ୟାଣସିଂହପୁର: [313, 1491, 425, 1505]
- brace-icon: }: [857, 2033, 892, 2097]
- ad-signature: Sd/- D.G.M., EHT (O&M) Circle, Burla: [1275, 579, 1463, 592]
- resume-label: Send your Resume to: [981, 2227, 1171, 2246]
- lead-story-column-1: [746, 110, 1110, 474]
- clinic-timing: ସମୟ: ସକାଳ ୭ଟାରୁ ୧ଟା, ଅପରାହ୍ନ ୫ଟାରୁ ରାତ୍ର ୯ଟା (ଗୁରୁବାର ବନ୍ଦ): [7, 2213, 737, 2249]
- condition-item: 2. ଯାହାଙ୍କ ନାମରେ ନିଲାମ ସିଦ୍ଧ ହେବ ସେ ସଙ୍ଗେ ସଙ୍ଗେ ନିଲାମ ଅର୍ଥର ପୂରା ଅର୍ଥ ଜମା ଦେବେ ।: [213, 1209, 724, 1220]
- info-item: • Admit Cards : Admission Batch 08/09/10 to collect from Exam. Center. Admission Batch 11 & 12 to down load from website. 5 days before the commencement of Examination.: [753, 1573, 1089, 1622]
- ad-signature: DIRECTOR: [1036, 1643, 1103, 1659]
- fee-header: ଟେଣ୍ଡର ଦସ୍ତାବେଜ ମୂଲ୍ୟ: [569, 876, 726, 891]
- section-heading: ପ୍ରଥମ ପୃଷ୍ଠାରୁ...: [4, 33, 350, 89]
- table-cell: ୭/୧୩-୧୪: [247, 1409, 313, 1422]
